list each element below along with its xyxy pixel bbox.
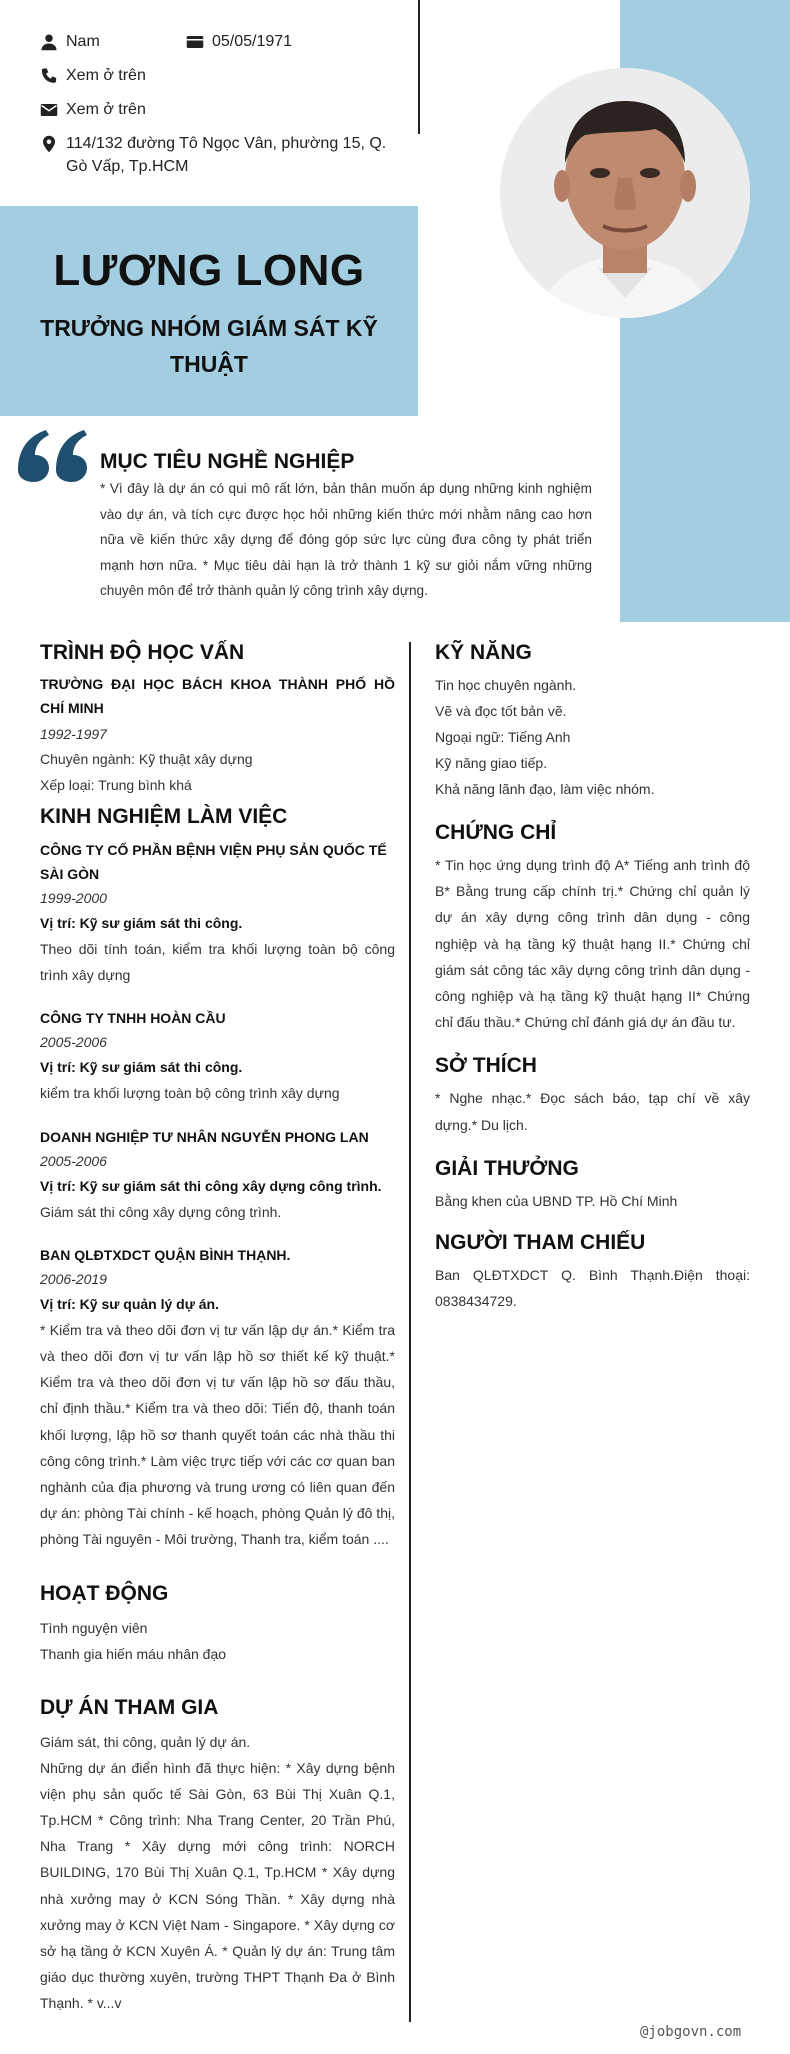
education-major: Chuyên ngành: Kỹ thuật xây dựng	[40, 751, 253, 767]
projects-text: Những dự án điển hình đã thực hiện: * Xây dựng bệnh viện phụ sản quốc tế Sài Gòn, 63 Bùi Thị Xuân Q.1, Tp.HCM * Công trình: Nha Trang Center, 20 Trần Phú, Nha Trang * Xây dựng mới công trình: NORCH BUILDING, 170 Bùi Thị Xuân Q.1, Tp.HCM * Xây dựng nhà xưởng may ở KCN Sóng Thần. * Xây dựng nhà xưởng may ở KCN Việt Nam - Singapore. * Xây dựng cơ sở hạ tầng ở KCN Xuyên Á. * Quản lý dự án: Trung tâm giáo dục thường xuyên, trường THPT Thạnh Đa ở Bình Thạnh. * v...v	[40, 1759, 395, 2012]
job-period: 1999-2000	[40, 890, 107, 906]
location-pin-icon	[40, 135, 58, 153]
job-company: CÔNG TY TNHH HOÀN CẦU	[40, 1010, 226, 1027]
address-value: 114/132 đường Tô Ngọc Vân, phường 15, Q. Gò Vấp, Tp.HCM	[66, 135, 387, 175]
job-description: Theo dõi tính toán, kiểm tra khối lượng toàn bộ công trình xây dựng	[40, 941, 395, 984]
job-entry	[40, 1006, 395, 1106]
activity-item: Thanh gia hiến máu nhân đạo	[40, 1645, 227, 1662]
objective-heading: MỤC TIÊU NGHỀ NGHIỆP	[100, 450, 355, 473]
hobbies-text: * Nghe nhạc.* Đọc sách báo, tạp chí về xây dựng.* Du lịch.	[435, 1090, 750, 1133]
job-entry	[40, 1243, 395, 1553]
awards-text: Bằng khen của UBND TP. Hồ Chí Minh	[435, 1192, 678, 1209]
birthday-value: 05/05/1971	[212, 33, 293, 50]
job-company: BAN QLĐTXDCT QUẬN BÌNH THẠNH.	[40, 1246, 291, 1263]
contact-address	[40, 132, 390, 178]
contact-birthday	[186, 30, 292, 53]
hobbies-heading: SỞ THÍCH	[435, 1054, 537, 1078]
objective-text: * Vì đây là dự án có qui mô rất lớn, bản thân muốn áp dụng những kinh nghiệm vào dự án, và tích cực được học hỏi những kiến thức mới nhằm nâng cao hơn nữa về kiến thức xây dựng để đóng góp sức lực cùng đưa công ty phát triển mạnh hơn nữa. * Mục tiêu dài hạn là trở thành 1 kỹ sư giỏi nắm vững những chuyên môn để trở thành quản lý công trình xây dựng.	[100, 481, 592, 599]
objective-section	[100, 450, 592, 604]
skills-heading: KỸ NĂNG	[435, 641, 532, 664]
certificates-heading: CHỨNG CHỈ	[435, 821, 557, 844]
references-text: Ban QLĐTXDCT Q. Bình Thạnh.Điện thoại: 0838434729.	[435, 1266, 750, 1310]
candidate-title: TRƯỞNG NHÓM GIÁM SÁT KỸ THUẬT	[40, 315, 378, 377]
skill-item: Tin học chuyên ngành.	[435, 677, 577, 693]
email-value: Xem ở trên	[66, 101, 146, 118]
left-column	[40, 638, 395, 2017]
person-icon	[40, 33, 58, 51]
projects-heading: DỰ ÁN THAM GIA	[40, 1695, 219, 1719]
job-description: * Kiểm tra và theo dõi đơn vị tư vấn lập dự án.* Kiểm tra và theo dõi đơn vị tư vấn lập hồ sơ thiết kế kỹ thuật.* Kiểm tra và theo dõi đơn vị tư vấn lập hồ sơ đấu thầu, chỉ định thầu.* Kiểm tra và theo dõi: Tiến độ, thanh toán khối lượng, lập hồ sơ thanh quyết toán các nhà thầu thi công công trình.* Làm việc trực tiếp với các cơ quan ban nghành của địa phương và trung ương có liên quan đến dự án: phòng Tài chính - kế hoạch, phòng Quản lý đô thị, phòng Tài nguyên - Môi trường, Thanh tra, kiểm toán ....	[40, 1321, 395, 1548]
skill-item: Ngoại ngữ: Tiếng Anh	[435, 729, 571, 745]
right-column	[435, 638, 750, 1314]
envelope-icon	[40, 101, 58, 119]
job-company: DOANH NGHIỆP TƯ NHÂN NGUYỄN PHONG LAN	[40, 1128, 369, 1145]
contact-email	[40, 98, 146, 121]
education-school: TRƯỜNG ĐẠI HỌC BÁCH KHOA THÀNH PHỐ HỒ CHÍ MINH	[40, 676, 395, 716]
education-period: 1992-1997	[40, 726, 107, 742]
candidate-name: LƯƠNG LONG	[53, 246, 365, 295]
avatar	[500, 68, 750, 318]
skill-item: Kỹ năng giao tiếp.	[435, 755, 548, 771]
activity-item: Tình nguyện viên	[40, 1619, 148, 1636]
education-grade: Xếp loại: Trung bình khá	[40, 777, 192, 793]
projects-summary: Giám sát, thi công, quản lý dự án.	[40, 1733, 251, 1750]
job-description: kiểm tra khối lượng toàn bộ công trình xây dựng	[40, 1085, 340, 1102]
job-position: Vị trí: Kỹ sư quản lý dự án.	[40, 1295, 219, 1312]
job-period: 2005-2006	[40, 1152, 107, 1169]
job-position: Vị trí: Kỹ sư giám sát thi công xây dựng công trình.	[40, 1177, 382, 1194]
activities-heading: HOẠT ĐỘNG	[40, 1581, 169, 1605]
job-company: CÔNG TY CỔ PHẦN BỆNH VIỆN PHỤ SẢN QUỐC TẾ SÀI GÒN	[40, 842, 387, 882]
job-period: 2005-2006	[40, 1034, 107, 1051]
job-description: Giám sát thi công xây dựng công trình.	[40, 1203, 282, 1220]
column-divider	[409, 642, 411, 2022]
skill-item: Vẽ và đọc tốt bản vẽ.	[435, 703, 567, 719]
skill-item: Khả năng lãnh đạo, làm việc nhóm.	[435, 781, 655, 797]
certificates-text: * Tin học ứng dụng trình độ A* Tiếng anh trình độ B* Bằng trung cấp chính trị.* Chứng chỉ quản lý dự án xây dựng công trình dân dụng - công nghiệp và hạ tầng kỹ thuật hạng II.* Chứng chỉ giám sát công tác xây dựng công trình dân dụng - công nghiệp và hạ tầng kỹ thuật hạng II* Chứng chỉ đấu thầu.* Chứng chỉ đánh giá dự án đầu tư.	[435, 857, 750, 1031]
phone-icon	[40, 67, 58, 85]
awards-heading: GIẢI THƯỞNG	[435, 1156, 579, 1180]
name-header	[0, 206, 418, 416]
references-heading: NGƯỜI THAM CHIẾU	[435, 1230, 646, 1254]
header-divider	[418, 0, 420, 134]
job-period: 2006-2019	[40, 1270, 107, 1287]
phone-value: Xem ở trên	[66, 67, 146, 84]
job-entry	[40, 838, 395, 988]
job-position: Vị trí: Kỹ sư giám sát thi công.	[40, 1059, 243, 1076]
job-position: Vị trí: Kỹ sư giám sát thi công.	[40, 915, 243, 931]
contact-phone	[40, 64, 146, 87]
portrait-photo	[500, 68, 750, 318]
quote-icon	[16, 428, 92, 488]
gender-value: Nam	[66, 33, 100, 50]
watermark: @jobgovn.com	[640, 2024, 742, 2040]
job-entry	[40, 1125, 395, 1225]
education-heading: TRÌNH ĐỘ HỌC VẤN	[40, 641, 245, 664]
experience-heading: KINH NGHIỆM LÀM VIỆC	[40, 805, 288, 828]
contact-gender	[40, 30, 100, 53]
calendar-icon	[186, 33, 204, 51]
